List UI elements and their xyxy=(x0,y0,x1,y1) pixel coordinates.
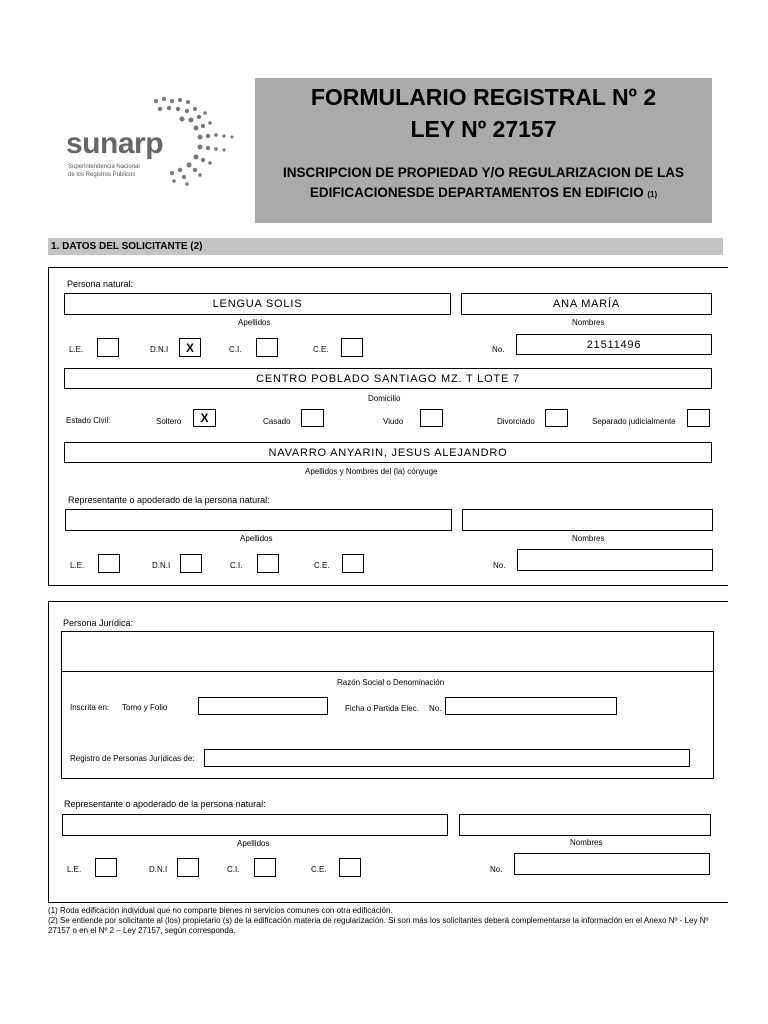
dni-checkbox[interactable]: X xyxy=(179,338,201,357)
rep-jur-nombres-label: Nombres xyxy=(570,838,603,847)
separado-checkbox[interactable] xyxy=(687,409,710,427)
rep-jur-ce-label: C.E. xyxy=(311,865,327,874)
sunarp-logo xyxy=(64,95,244,195)
rep-ci-label: C.I. xyxy=(230,561,243,570)
rep-jur-le-label: L.E. xyxy=(67,865,82,874)
title-panel xyxy=(255,78,712,223)
rep-jur-ci-checkbox[interactable] xyxy=(254,858,276,877)
form-subtitle-1: INSCRIPCION DE PROPIEDAD Y/O REGULARIZACION DE LAS xyxy=(282,165,685,180)
ficha-label: Ficha o Partida Elec. xyxy=(345,704,419,713)
form-subtitle-2 xyxy=(255,185,712,200)
rep-le-checkbox[interactable] xyxy=(98,554,120,573)
rep-dni-label: D.N.I xyxy=(152,561,171,570)
rep-jur-ce-checkbox[interactable] xyxy=(339,858,361,877)
persona-natural-heading: Persona natural: xyxy=(67,279,134,289)
rep-juridica-heading: Representante o apoderado de la persona natural: xyxy=(64,799,266,809)
dni-label: D.N.I xyxy=(150,345,169,354)
le-checkbox[interactable] xyxy=(97,338,119,357)
viudo-label: Viudo xyxy=(383,417,404,426)
conyuge-field[interactable]: NAVARRO ANYARIN, JESUS ALEJANDRO xyxy=(64,442,712,463)
rep-nombres-label: Nombres xyxy=(572,534,605,543)
logo-name: sunarp xyxy=(66,127,164,160)
rep-natural-heading: Representante o apoderado de la persona natural: xyxy=(68,495,270,505)
razon-social-field[interactable] xyxy=(61,631,714,672)
rep-ci-checkbox[interactable] xyxy=(257,554,279,573)
soltero-label: Soltero xyxy=(156,417,182,426)
tomo-folio-field[interactable] xyxy=(198,697,328,715)
rep-dni-checkbox[interactable] xyxy=(180,554,202,573)
domicilio-label: Domicilio xyxy=(368,394,401,403)
nombres-label: Nombres xyxy=(572,318,605,327)
rep-jur-doc-number-field[interactable] xyxy=(514,853,710,875)
divorciado-checkbox[interactable] xyxy=(545,409,568,427)
nombres-field[interactable]: ANA MARÍA xyxy=(461,293,712,315)
casado-checkbox[interactable] xyxy=(301,409,324,427)
form-title: FORMULARIO REGISTRAL Nº 2 xyxy=(310,84,657,110)
rep-jur-ci-label: C.I. xyxy=(227,865,240,874)
tomo-folio-label: Tomo y Folio xyxy=(122,703,168,712)
rep-jur-dni-checkbox[interactable] xyxy=(177,858,199,877)
law-title: LEY Nº 27157 xyxy=(410,116,557,142)
rep-jur-le-checkbox[interactable] xyxy=(95,858,117,877)
rep-no-label: No. xyxy=(493,561,506,570)
doc-no-label: No. xyxy=(492,345,505,354)
rep-nombres-field[interactable] xyxy=(462,509,713,531)
ficha-no-label: No. xyxy=(429,704,442,713)
ficha-field[interactable] xyxy=(445,697,617,715)
logo-subtitle-1: Superintendencia Nacional xyxy=(68,164,140,170)
ce-label: C.E. xyxy=(313,345,329,354)
form-subtitle-2-text: EDIFICACIONESDE DEPARTAMENTOS EN EDIFICIO xyxy=(309,185,644,200)
footnotes xyxy=(48,906,718,936)
razon-social-label: Razón Social o Denominación xyxy=(337,678,445,687)
conyuge-label: Apellidos y Nombres del (la) cónyuge xyxy=(305,467,438,476)
ci-label: C.I. xyxy=(229,345,242,354)
soltero-checkbox[interactable]: X xyxy=(193,409,216,427)
divorciado-label: Divorciado xyxy=(497,417,535,426)
rep-apellidos-label: Apellidos xyxy=(240,534,273,543)
viudo-checkbox[interactable] xyxy=(420,409,443,427)
subtitle-note: (1) xyxy=(647,190,658,199)
estado-civil-label: Estado Civil: xyxy=(66,416,111,425)
persona-juridica-heading: Persona Jurídica: xyxy=(63,618,134,628)
rep-jur-apellidos-label: Apellidos xyxy=(237,839,270,848)
apellidos-label: Apellidos xyxy=(238,318,271,327)
rep-jur-dni-label: D.N.I xyxy=(149,865,168,874)
logo-subtitle-2: de los Registros Públicos xyxy=(68,172,136,178)
registro-label: Registro de Personas Jurídicas de: xyxy=(70,754,195,763)
casado-label: Casado xyxy=(263,417,291,426)
rep-le-label: L.E. xyxy=(70,561,85,570)
rep-jur-apellidos-field[interactable] xyxy=(62,814,448,836)
rep-jur-no-label: No. xyxy=(490,865,503,874)
rep-apellidos-field[interactable] xyxy=(65,509,452,531)
footnote-1: (1) Roda edificación individual que no comparte bienes ni servicios comunes con otra edificación. xyxy=(48,906,393,915)
separado-label: Separado judicialmente xyxy=(592,417,676,426)
domicilio-field[interactable]: CENTRO POBLADO SANTIAGO MZ. T LOTE 7 xyxy=(64,368,712,389)
apellidos-field[interactable]: LENGUA SOLIS xyxy=(64,293,451,315)
rep-doc-number-field[interactable] xyxy=(517,549,713,571)
footnote-2: (2) Se entiende por solicitante al (los) propietario (s) de la edificación materia de regularización. Si son más los solicitantes deberá complementarse la información en el Anexo Nº - Ley Nº 27157 o en el Nº 2 – Ley 27157, según corresponda. xyxy=(48,916,709,935)
ce-checkbox[interactable] xyxy=(341,338,363,357)
registro-field[interactable] xyxy=(204,749,690,767)
doc-number-field[interactable]: 21511496 xyxy=(516,334,712,355)
le-label: L.E. xyxy=(69,345,84,354)
rep-ce-checkbox[interactable] xyxy=(342,554,364,573)
rep-ce-label: C.E. xyxy=(314,561,330,570)
inscrita-label: Inscrita en: xyxy=(70,703,110,712)
ci-checkbox[interactable] xyxy=(256,338,278,357)
rep-jur-nombres-field[interactable] xyxy=(459,814,711,836)
section-1-header: 1. DATOS DEL SOLICITANTE (2) xyxy=(48,238,723,255)
